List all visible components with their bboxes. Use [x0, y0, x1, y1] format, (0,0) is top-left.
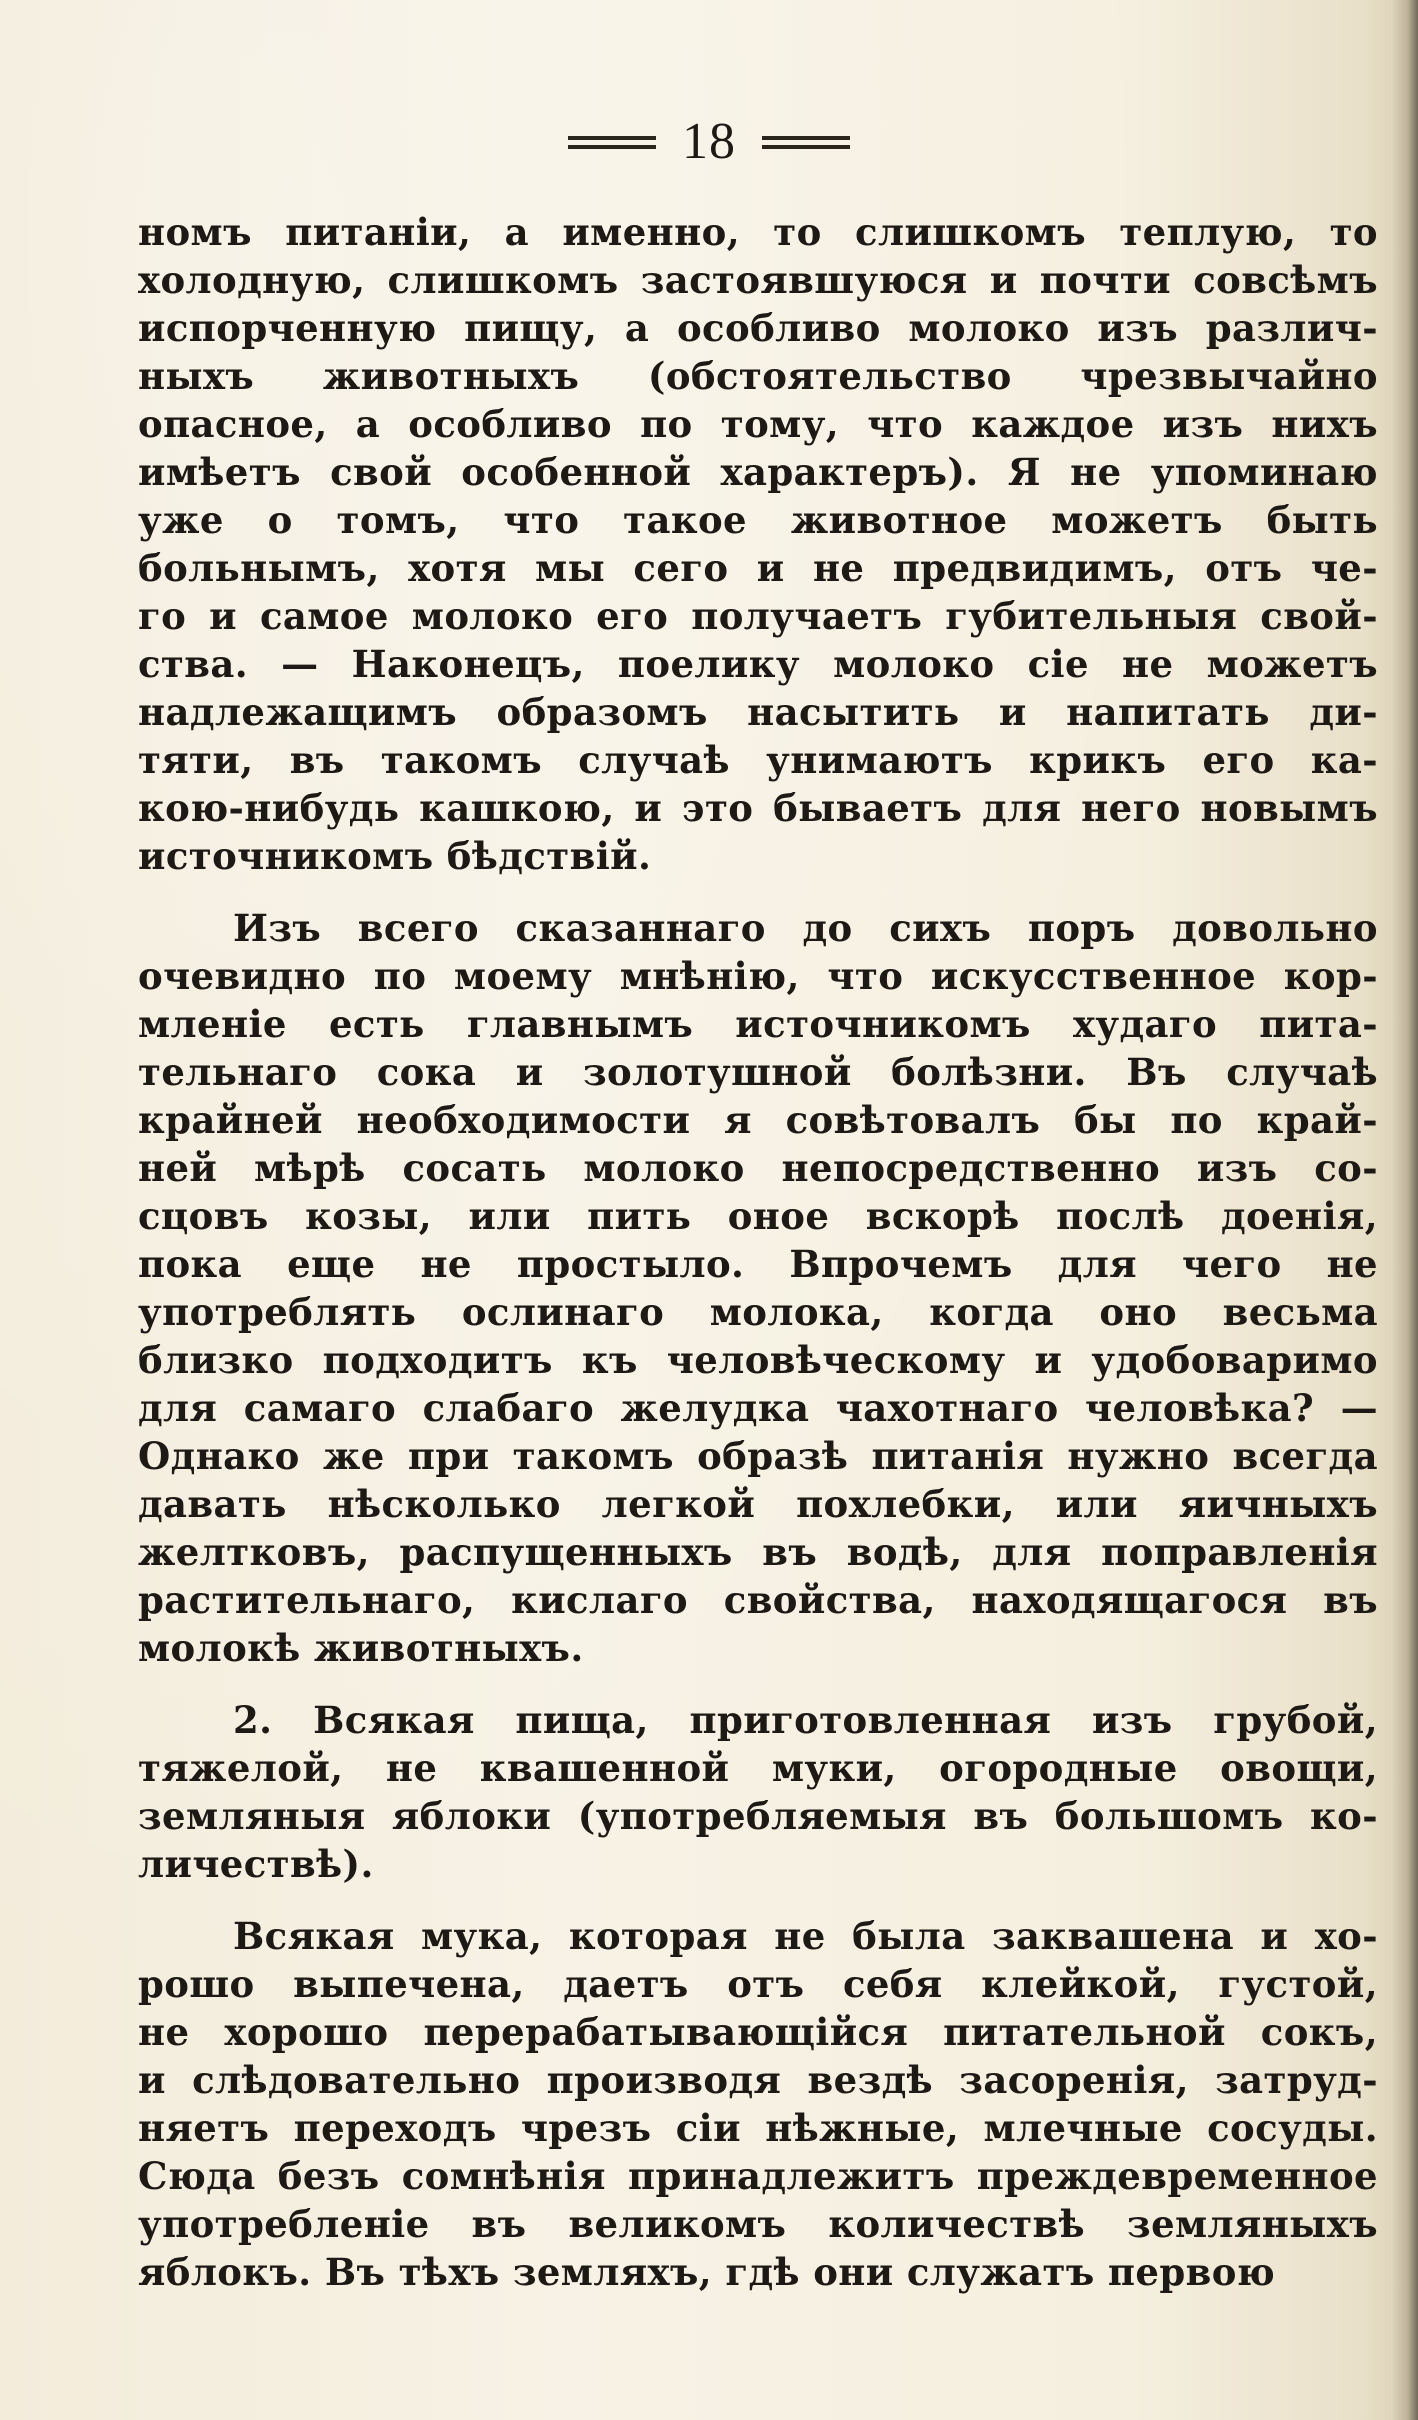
text-line: Однако же при такомъ образѣ питанія нужно всегда	[138, 1434, 1378, 1478]
text-line: крайней необходимости я совѣтовалъ бы по край-	[138, 1098, 1378, 1142]
text-line: няетъ переходъ чрезъ сіи нѣжные, млечные сосуды.	[138, 2106, 1378, 2150]
paragraph	[138, 1696, 1378, 1888]
text-line: земляныя яблоки (употребляемыя въ большомъ ко-	[138, 1794, 1378, 1838]
header-rule-right	[762, 136, 850, 149]
text-line: тяжелой, не квашенной муки, огородные овощи,	[138, 1746, 1378, 1790]
text-line: растительнаго, кислаго свойства, находящагося въ	[138, 1578, 1378, 1622]
text-line: ства. — Наконецъ, поелику молоко сіе не можетъ	[138, 642, 1378, 686]
text-line: для самаго слабаго желудка чахотнаго человѣка? —	[138, 1386, 1378, 1430]
paragraph	[138, 1912, 1378, 2296]
body-text	[138, 208, 1378, 2296]
text-line: имѣетъ свой особенной характеръ). Я не упоминаю	[138, 450, 1378, 494]
text-line: испорченную пищу, а особливо молоко изъ различ-	[138, 306, 1378, 350]
text-line: ныхъ животныхъ (обстоятельство чрезвычайно	[138, 354, 1378, 398]
text-line: источникомъ бѣдствій.	[138, 834, 652, 878]
text-line: пока еще не простыло. Впрочемъ для чего не	[138, 1242, 1378, 1286]
text-line: Всякая мука, которая не была заквашена и хо-	[233, 1914, 1378, 1958]
text-line: желтковъ, распущенныхъ въ водѣ, для поправленія	[138, 1530, 1378, 1574]
text-line: номъ питаніи, а именно, то слишкомъ теплую, то	[138, 210, 1378, 254]
text-line: больнымъ, хотя мы сего и не предвидимъ, отъ че-	[138, 546, 1378, 590]
text-line: надлежащимъ образомъ насытить и напитать ди-	[138, 690, 1378, 734]
page-header	[0, 112, 1418, 172]
header-rule-left	[568, 136, 656, 149]
page-edge-shadow	[1392, 0, 1418, 2420]
text-line: давать нѣсколько легкой похлебки, или яичныхъ	[138, 1482, 1378, 1526]
page-number: 18	[682, 113, 736, 170]
text-line: яблокъ. Въ тѣхъ земляхъ, гдѣ они служатъ первою	[138, 2250, 1276, 2294]
paragraph	[138, 904, 1378, 1672]
text-line: кою-нибудь кашкою, и это бываетъ для него новымъ	[138, 786, 1378, 830]
text-line: тяти, въ такомъ случаѣ унимаютъ крикъ его ка-	[138, 738, 1378, 782]
text-line: не хорошо перерабатывающійся питательной сокъ,	[138, 2010, 1378, 2054]
text-line: уже о томъ, что такое животное можетъ быть	[138, 498, 1378, 542]
text-line: и слѣдовательно производя вездѣ засоренія, затруд-	[138, 2058, 1378, 2102]
text-line: ней мѣрѣ сосать молоко непосредственно изъ со-	[138, 1146, 1378, 1190]
text-line: личествѣ).	[138, 1842, 374, 1886]
text-line: тельнаго сока и золотушной болѣзни. Въ случаѣ	[138, 1050, 1378, 1094]
text-line: рошо выпечена, даетъ отъ себя клейкой, густой,	[138, 1962, 1378, 2006]
text-line: мленіе есть главнымъ источникомъ худаго пита-	[138, 1002, 1378, 1046]
text-line: близко подходитъ къ человѣческому и удобоваримо	[138, 1338, 1378, 1382]
text-line: го и самое молоко его получаетъ губительныя свой-	[138, 594, 1378, 638]
text-line: очевидно по моему мнѣнію, что искусственное кор-	[138, 954, 1378, 998]
text-line: Изъ всего сказаннаго до сихъ поръ довольно	[233, 906, 1378, 950]
text-line: опасное, а особливо по тому, что каждое изъ нихъ	[138, 402, 1378, 446]
text-line: холодную, слишкомъ застоявшуюся и почти совсѣмъ	[138, 258, 1378, 302]
text-line: молокѣ животныхъ.	[138, 1626, 584, 1670]
text-line: употребленіе въ великомъ количествѣ земляныхъ	[138, 2202, 1378, 2246]
text-line: 2. Всякая пища, приготовленная изъ грубой,	[233, 1698, 1378, 1742]
text-line: сцовъ козы, или пить оное вскорѣ послѣ доенія,	[138, 1194, 1378, 1238]
text-line: употреблять ослинаго молока, когда оно весьма	[138, 1290, 1378, 1334]
text-line: Сюда безъ сомнѣнія принадлежитъ преждевременное	[138, 2154, 1378, 2198]
paragraph	[138, 208, 1378, 880]
